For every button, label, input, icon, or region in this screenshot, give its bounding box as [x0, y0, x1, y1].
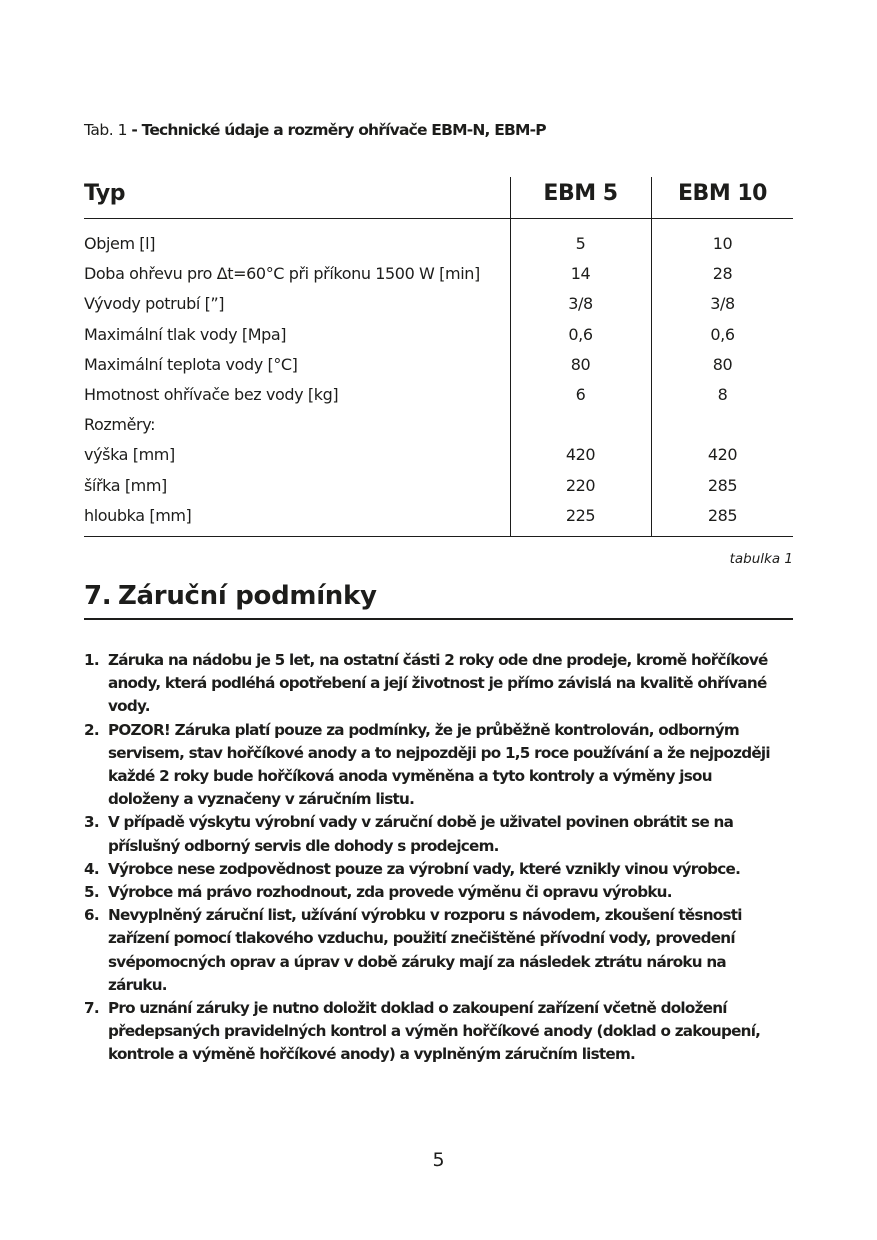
- table-caption: [84, 121, 546, 139]
- table-header: [84, 177, 793, 219]
- item-line: záruku.: [108, 975, 167, 994]
- table-note: tabulka 1: [729, 551, 793, 567]
- table-row: [84, 260, 793, 290]
- table-row: [84, 381, 793, 411]
- cell-ebm5: 420: [565, 445, 596, 465]
- cell-ebm5: 5: [575, 234, 586, 253]
- cell-ebm5: 80: [570, 354, 591, 374]
- item-line: V případě výskytu výrobní vady v záruční době je uživatel povinen obrátit se na: [108, 813, 734, 832]
- table-row: [84, 411, 793, 441]
- row-label: hloubka [mm]: [84, 505, 192, 525]
- cell-ebm10: 0,6: [710, 324, 735, 344]
- warranty-item: [84, 904, 796, 997]
- item-line: předepsaných pravidelných kontrol a výměn hořčíkové anody (doklad o zakoupení,: [108, 1022, 761, 1041]
- header-ebm5: EBM 5: [543, 181, 618, 206]
- item-line: Nevyplněný záruční list, užívání výrobku v rozporu s návodem, zkoušení těsnosti: [108, 906, 742, 925]
- table-row: [84, 230, 793, 260]
- item-line: Výrobce nese zodpovědnost pouze za výrobní vady, které vznikly vinou výrobce.: [108, 859, 741, 878]
- warranty-item: [84, 997, 796, 1067]
- table-body: [84, 219, 793, 537]
- specs-table: [84, 177, 793, 537]
- item-line: anody, která podléhá opotřebení a její životnost je přímo závislá na kvalitě ohřívané: [108, 674, 767, 693]
- cell-ebm5: 3/8: [568, 294, 593, 314]
- item-line: Výrobce má právo rozhodnout, zda provede výměnu či opravu výrobku.: [108, 883, 672, 902]
- item-number: 7.: [84, 999, 99, 1018]
- header-ebm10: EBM 10: [678, 181, 767, 206]
- item-line: vody.: [108, 697, 150, 716]
- table-row: [84, 351, 793, 381]
- item-line: Záruka na nádobu je 5 let, na ostatní části 2 roky ode dne prodeje, kromě hořčíkové: [108, 651, 768, 669]
- cell-ebm10: 285: [707, 475, 738, 495]
- item-number: 5.: [84, 883, 99, 902]
- item-number: 1.: [84, 651, 99, 669]
- cell-ebm10: 10: [712, 234, 733, 253]
- cell-ebm10: 80: [712, 354, 733, 374]
- cell-ebm5: 6: [575, 384, 586, 404]
- row-label: výška [mm]: [84, 445, 175, 465]
- row-label: Hmotnost ohřívače bez vody [kg]: [84, 384, 339, 404]
- cell-ebm10: 8: [717, 384, 728, 404]
- cell-ebm5: 0,6: [568, 324, 593, 344]
- page-number: 5: [432, 1149, 445, 1171]
- cell-ebm10: 3/8: [710, 294, 735, 314]
- warranty-item: [84, 649, 796, 719]
- caption-prefix: Tab. 1: [84, 121, 132, 139]
- item-line: kontrole a výměně hořčíkové anody) a vyplněným záručním listem.: [108, 1045, 636, 1064]
- header-typ: Typ: [84, 181, 125, 206]
- item-line: Pro uznání záruky je nutno doložit doklad o zakoupení zařízení včetně doložení: [108, 999, 727, 1018]
- section-heading: [84, 578, 793, 620]
- warranty-item: [84, 858, 796, 881]
- warranty-list: [84, 649, 796, 1067]
- item-number: 6.: [84, 906, 99, 925]
- section-number: 7.: [84, 581, 112, 611]
- table-row: [84, 502, 793, 532]
- table-row: [84, 321, 793, 351]
- item-number: 4.: [84, 859, 99, 878]
- cell-ebm5: 220: [565, 475, 596, 495]
- cell-ebm10: 420: [707, 445, 738, 465]
- cell-ebm10: 28: [712, 264, 733, 284]
- warranty-item: [84, 881, 796, 904]
- item-number: 3.: [84, 813, 99, 832]
- cell-ebm5: 225: [565, 505, 596, 525]
- item-line: zařízení pomocí tlakového vzduchu, použití znečištěné přívodní vody, provedení: [108, 929, 735, 948]
- table-row: [84, 441, 793, 471]
- row-label: Maximální teplota vody [°C]: [84, 354, 298, 374]
- cell-ebm10: 285: [707, 505, 738, 525]
- item-line: příslušný odborný servis dle dohody s prodejcem.: [108, 836, 499, 855]
- table-row: [84, 290, 793, 320]
- warranty-item: [84, 719, 796, 812]
- row-label: šířka [mm]: [84, 475, 167, 495]
- row-label: Vývody potrubí [”]: [84, 294, 225, 314]
- row-label: Rozměry:: [84, 415, 156, 435]
- item-number: 2.: [84, 720, 99, 739]
- caption-title: - Technické údaje a rozměry ohřívače EBM-N, EBM-P: [131, 121, 546, 139]
- warranty-item: [84, 811, 796, 857]
- item-line: POZOR! Záruka platí pouze za podmínky, že je průběžně kontrolován, odborným: [108, 720, 739, 739]
- item-line: servisem, stav hořčíkové anody a to nejpozději po 1,5 roce používání a že nejpozději: [108, 743, 770, 762]
- item-line: každé 2 roky bude hořčíková anoda vyměněna a tyto kontroly a výměny jsou: [108, 767, 712, 786]
- table-row: [84, 472, 793, 502]
- row-label: Maximální tlak vody [Mpa]: [84, 324, 287, 344]
- row-label: Doba ohřevu pro Δt=60°C při příkonu 1500 W [min]: [84, 264, 480, 284]
- cell-ebm5: 14: [570, 264, 591, 284]
- section-title: Záruční podmínky: [118, 581, 377, 611]
- row-label: Objem [l]: [84, 234, 156, 253]
- item-line: svépomocných oprav a úprav v době záruky mají za následek ztrátu nároku na: [108, 952, 726, 971]
- item-line: doloženy a vyznačeny v záručním listu.: [108, 790, 415, 809]
